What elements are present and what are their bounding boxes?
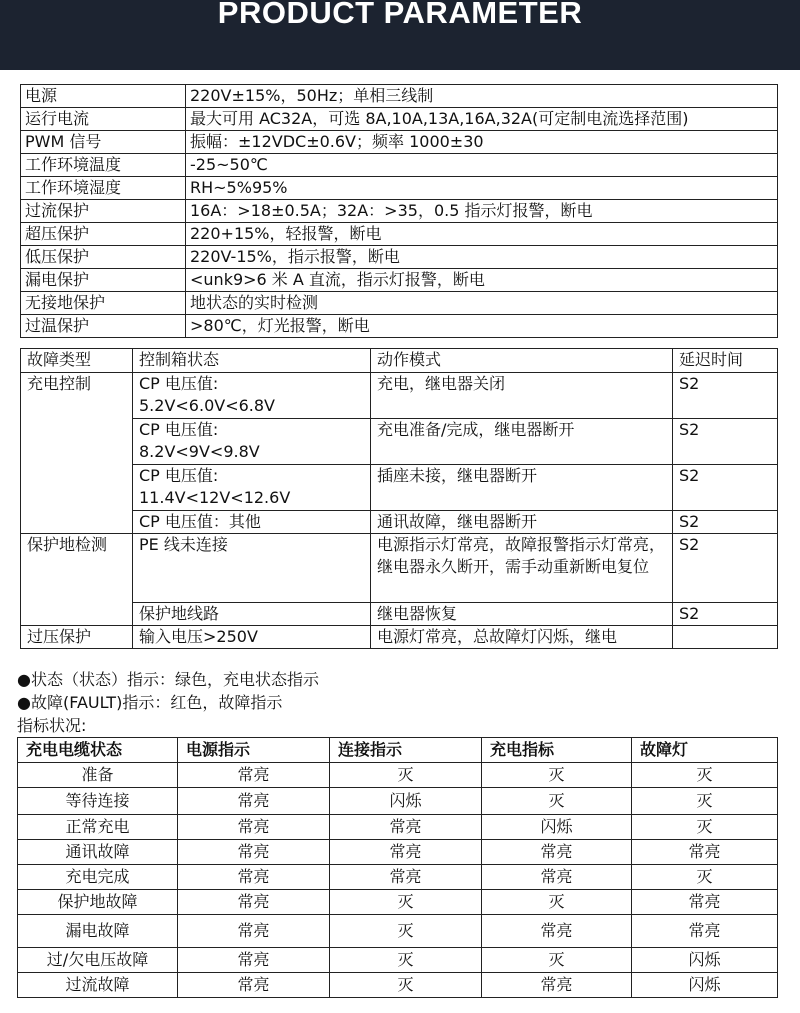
fault-header-action: 动作模式 [371, 349, 673, 373]
indicator-cell: 灭 [482, 788, 632, 815]
parameter-value: 220+15%，轻报警，断电 [186, 223, 778, 246]
indicator-cell: 灭 [632, 788, 778, 815]
indicator-cable-state: 正常充电 [18, 815, 178, 840]
indicator-header-fault: 故障灯 [632, 738, 778, 763]
indicator-cable-state: 漏电故障 [18, 915, 178, 948]
indicator-cell: 常亮 [330, 840, 482, 865]
parameter-value: 振幅：±12VDC±0.6V；频率 1000±30 [186, 131, 778, 154]
indicator-table [17, 737, 778, 998]
indicator-cell: 灭 [330, 915, 482, 948]
indicator-cable-state: 保护地故障 [18, 890, 178, 915]
indicator-header-connect: 连接指示 [330, 738, 482, 763]
indicator-row [18, 763, 778, 788]
fault-indicator-note: ●故障(FAULT)指示：红色，故障指示 [17, 693, 283, 712]
parameter-name: 过流保护 [21, 200, 186, 223]
fault-delay: S2 [673, 465, 778, 511]
fault-state: 输入电压>250V [133, 626, 371, 649]
indicator-row [18, 973, 778, 998]
fault-delay [673, 626, 778, 649]
indicator-cable-state: 过/欠电压故障 [18, 948, 178, 973]
parameter-value: 16A：>18±0.5A；32A：>35，0.5 指示灯报警，断电 [186, 200, 778, 223]
parameter-row [21, 131, 778, 154]
indicator-cell: 闪烁 [632, 948, 778, 973]
parameter-row [21, 200, 778, 223]
parameter-row [21, 177, 778, 200]
parameter-name: 工作环境湿度 [21, 177, 186, 200]
status-indicator-note: ●状态（状态）指示：绿色，充电状态指示 [17, 670, 319, 689]
indicator-row [18, 915, 778, 948]
indicator-cell: 灭 [482, 948, 632, 973]
indicator-cell: 常亮 [482, 915, 632, 948]
fault-table [20, 348, 778, 649]
indicator-cell: 闪烁 [330, 788, 482, 815]
fault-delay: S2 [673, 603, 778, 626]
parameter-row [21, 85, 778, 108]
parameter-row [21, 154, 778, 177]
indicator-cell: 常亮 [178, 815, 330, 840]
indicator-row [18, 815, 778, 840]
fault-action: 电源指示灯常亮，故障报警指示灯常亮，继电器永久断开，需手动重新断电复位 [371, 534, 673, 603]
fault-action: 电源灯常亮，总故障灯闪烁，继电 [371, 626, 673, 649]
parameter-name: 无接地保护 [21, 292, 186, 315]
indicator-cable-state: 通讯故障 [18, 840, 178, 865]
fault-type-overvoltage: 过压保护 [21, 626, 133, 649]
indicator-cell: 常亮 [178, 973, 330, 998]
indicator-cable-state: 等待连接 [18, 788, 178, 815]
parameter-name: 漏电保护 [21, 269, 186, 292]
parameter-table [20, 84, 778, 338]
indicator-status-label: 指标状况: [17, 716, 87, 735]
page-title: PRODUCT PARAMETER [217, 0, 583, 30]
parameter-name: PWM 信号 [21, 131, 186, 154]
indicator-cell: 灭 [632, 815, 778, 840]
parameter-row [21, 269, 778, 292]
fault-state: CP 电压值: 11.4V<12V<12.6V [133, 465, 371, 511]
indicator-cell: 常亮 [482, 973, 632, 998]
indicator-cell: 灭 [632, 865, 778, 890]
indicator-cell: 灭 [482, 890, 632, 915]
fault-action: 继电器恢复 [371, 603, 673, 626]
fault-action: 插座未接，继电器断开 [371, 465, 673, 511]
indicator-cable-state: 充电完成 [18, 865, 178, 890]
indicator-cable-state: 准备 [18, 763, 178, 788]
indicator-cell: 常亮 [178, 788, 330, 815]
indicator-cell: 灭 [330, 948, 482, 973]
indicator-cell: 闪烁 [482, 815, 632, 840]
fault-state: CP 电压值: 5.2V<6.0V<6.8V [133, 373, 371, 419]
indicator-cell: 闪烁 [632, 973, 778, 998]
fault-type-pe-detect: 保护地检测 [21, 534, 133, 626]
parameter-row [21, 246, 778, 269]
fault-delay: S2 [673, 373, 778, 419]
indicator-cell: 灭 [330, 763, 482, 788]
parameter-name: 低压保护 [21, 246, 186, 269]
indicator-cell: 常亮 [178, 948, 330, 973]
indicator-row [18, 865, 778, 890]
parameter-name: 运行电流 [21, 108, 186, 131]
fault-state: CP 电压值: 8.2V<9V<9.8V [133, 419, 371, 465]
indicator-cell: 常亮 [482, 840, 632, 865]
indicator-row [18, 788, 778, 815]
indicator-cell: 常亮 [330, 865, 482, 890]
page-header [0, 0, 800, 70]
indicator-header-power: 电源指示 [178, 738, 330, 763]
fault-type-charge-control: 充电控制 [21, 373, 133, 534]
fault-delay: S2 [673, 511, 778, 534]
indicator-header-cable-state: 充电电缆状态 [18, 738, 178, 763]
fault-state: CP 电压值：其他 [133, 511, 371, 534]
indicator-cell: 常亮 [632, 890, 778, 915]
parameter-name: 过温保护 [21, 315, 186, 338]
parameter-row [21, 108, 778, 131]
parameter-row [21, 292, 778, 315]
fault-delay: S2 [673, 534, 778, 603]
indicator-cell: 灭 [330, 973, 482, 998]
parameter-name: 超压保护 [21, 223, 186, 246]
indicator-cell: 常亮 [178, 840, 330, 865]
parameter-name: 工作环境温度 [21, 154, 186, 177]
indicator-row [18, 890, 778, 915]
parameter-value: >80℃，灯光报警，断电 [186, 315, 778, 338]
parameter-name: 电源 [21, 85, 186, 108]
indicator-cable-state: 过流故障 [18, 973, 178, 998]
fault-state: 保护地线路 [133, 603, 371, 626]
parameter-row [21, 223, 778, 246]
indicator-cell: 灭 [632, 763, 778, 788]
parameter-value: 220V±15%，50Hz；单相三线制 [186, 85, 778, 108]
parameter-row [21, 315, 778, 338]
indicator-row [18, 948, 778, 973]
fault-action: 通讯故障，继电器断开 [371, 511, 673, 534]
fault-header-type: 故障类型 [21, 349, 133, 373]
fault-action: 充电准备/完成，继电器断开 [371, 419, 673, 465]
fault-header-delay: 延迟时间 [673, 349, 778, 373]
indicator-header-charge: 充电指标 [482, 738, 632, 763]
indicator-row [18, 840, 778, 865]
parameter-value: RH~5%95% [186, 177, 778, 200]
indicator-cell: 常亮 [178, 763, 330, 788]
parameter-value: 最大可用 AC32A，可选 8A,10A,13A,16A,32A(可定制电流选择范围) [186, 108, 778, 131]
indicator-cell: 常亮 [178, 890, 330, 915]
indicator-cell: 常亮 [632, 840, 778, 865]
indicator-cell: 常亮 [178, 865, 330, 890]
parameter-value: -25~50℃ [186, 154, 778, 177]
parameter-value: 地状态的实时检测 [186, 292, 778, 315]
indicator-cell: 灭 [330, 890, 482, 915]
fault-delay: S2 [673, 419, 778, 465]
fault-header-state: 控制箱状态 [133, 349, 371, 373]
indicator-cell: 常亮 [330, 815, 482, 840]
indicator-cell: 常亮 [632, 915, 778, 948]
parameter-value: <unk9>6 米 A 直流，指示灯报警，断电 [186, 269, 778, 292]
fault-action: 充电，继电器关闭 [371, 373, 673, 419]
indicator-cell: 常亮 [178, 915, 330, 948]
indicator-cell: 常亮 [482, 865, 632, 890]
indicator-notes [17, 668, 319, 737]
indicator-cell: 灭 [482, 763, 632, 788]
fault-state: PE 线未连接 [133, 534, 371, 603]
parameter-value: 220V-15%，指示报警，断电 [186, 246, 778, 269]
